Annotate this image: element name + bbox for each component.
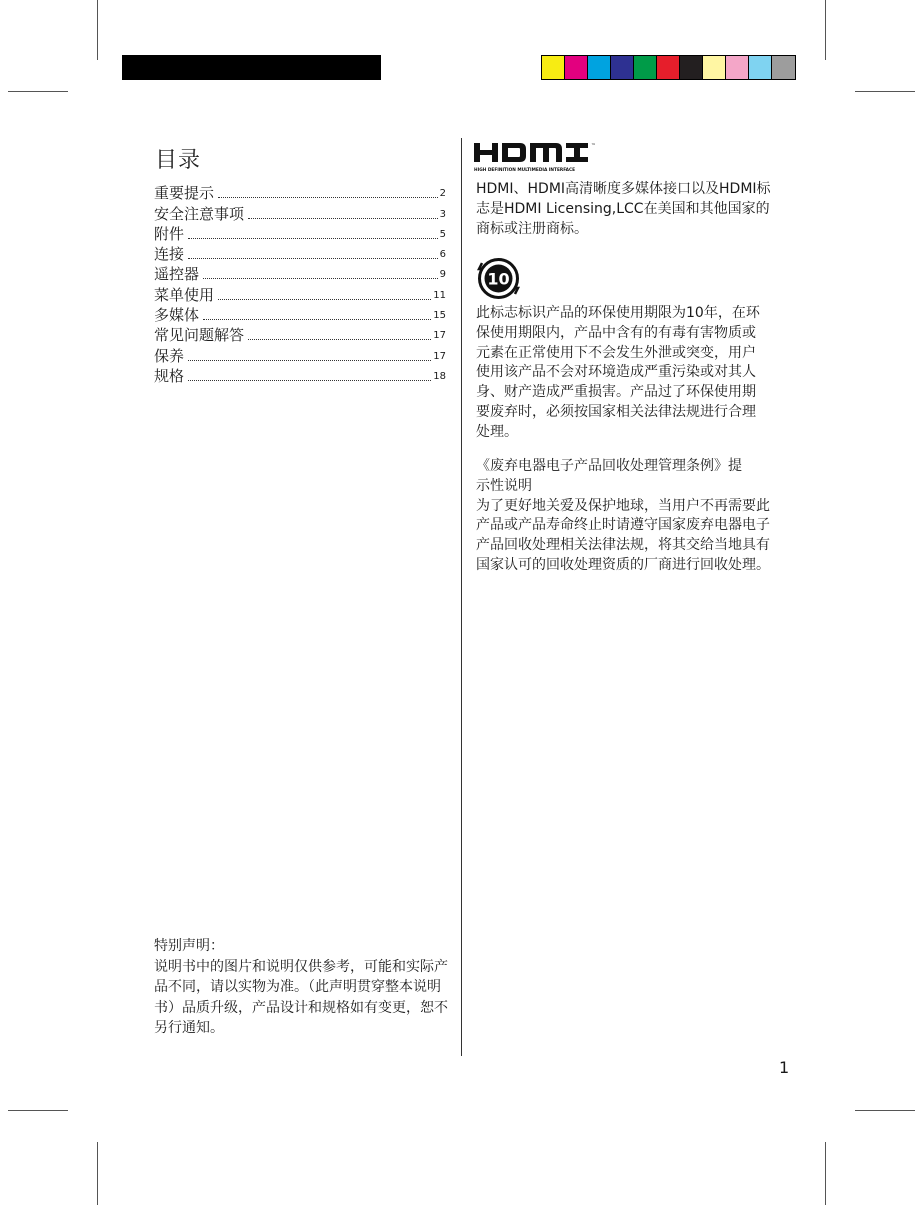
toc-entry-page: 11 bbox=[433, 289, 446, 301]
special-note-heading: 特别声明： bbox=[154, 938, 224, 954]
color-swatch bbox=[588, 56, 611, 79]
toc-entry-page: 5 bbox=[439, 228, 446, 240]
toc-entry[interactable] bbox=[154, 305, 446, 325]
toc-entry[interactable] bbox=[154, 224, 446, 244]
toc-entry[interactable] bbox=[154, 264, 446, 284]
toc-entry-label: 连接 bbox=[154, 245, 185, 264]
toc-entry-page: 3 bbox=[439, 208, 446, 220]
toc-entry[interactable] bbox=[154, 183, 446, 203]
color-swatch bbox=[565, 56, 588, 79]
toc-leader-dots bbox=[218, 298, 431, 300]
special-note-body: 说明书中的图片和说明仅供参考，可能和实际产品不同，请以实物为准。（此声明贯穿整本说明书）品质升级，产品设计和规格如有变更，恕不另行通知。 bbox=[154, 958, 448, 1036]
color-swatch bbox=[703, 56, 726, 79]
color-swatch bbox=[611, 56, 634, 79]
eco-logo-number: 10 bbox=[487, 269, 510, 289]
toc-leader-dots bbox=[248, 338, 431, 340]
weee-section bbox=[476, 457, 770, 576]
toc-leader-dots bbox=[203, 277, 438, 279]
crop-mark-right-bottom bbox=[855, 1110, 915, 1111]
toc-leader-dots bbox=[248, 217, 438, 219]
special-note bbox=[154, 936, 450, 1039]
toc-entry-label: 安全注意事项 bbox=[154, 204, 245, 223]
eco-period-text: 此标志标识产品的环保使用期限为10年，在环保使用期限内，产品中含有的有毒有害物质或元素在正常使用下不会发生外泄或突变，用户使用该产品不会对环境造成严重污染或对其人身、财产造成严重损害。产品过了环保使用期要废弃时，必须按国家相关法律法规进行合理处理。 bbox=[476, 305, 760, 440]
color-swatch bbox=[680, 56, 703, 79]
crop-mark-bottom-left bbox=[97, 1142, 98, 1205]
weee-body: 为了更好地关爱及保护地球，当用户不再需要此产品或产品寿命终止时请遵守国家废弃电器电子产品回收处理相关法律法规，将其交给当地具有国家认可的回收处理资质的厂商进行回收处理。 bbox=[476, 497, 770, 573]
toc-leader-dots bbox=[218, 196, 438, 198]
toc-entry-page: 2 bbox=[439, 188, 446, 200]
toc-entry-label: 遥控器 bbox=[154, 265, 200, 284]
weee-title-line1: 《废弃电器电子产品回收处理管理条例》提 bbox=[476, 458, 742, 474]
color-swatch bbox=[634, 56, 657, 79]
toc-entry[interactable] bbox=[154, 203, 446, 223]
toc-entry-label: 规格 bbox=[154, 366, 185, 385]
crop-mark-left-top bbox=[8, 91, 68, 92]
toc-entry-label: 保养 bbox=[154, 346, 185, 365]
crop-mark-left-bottom bbox=[8, 1110, 68, 1111]
toc-entry-page: 17 bbox=[433, 350, 446, 362]
hdmi-logo bbox=[474, 140, 602, 174]
table-of-contents bbox=[154, 183, 446, 386]
toc-leader-dots bbox=[188, 359, 431, 361]
toc-entry[interactable] bbox=[154, 284, 446, 304]
toc-entry-label: 多媒体 bbox=[154, 306, 200, 325]
crop-mark-bottom-right bbox=[825, 1142, 826, 1205]
crop-mark-top-left bbox=[97, 0, 98, 60]
toc-leader-dots bbox=[203, 318, 431, 320]
crop-mark-right-top bbox=[855, 91, 915, 92]
toc-title: 目录 bbox=[155, 148, 202, 173]
hdmi-tm: ™ bbox=[591, 143, 596, 149]
toc-entry[interactable] bbox=[154, 345, 446, 365]
column-divider bbox=[461, 138, 462, 1056]
toc-entry-page: 9 bbox=[439, 269, 446, 281]
crop-mark-top-right bbox=[825, 0, 826, 60]
toc-leader-dots bbox=[188, 257, 438, 259]
color-swatch bbox=[772, 56, 795, 79]
toc-entry[interactable] bbox=[154, 325, 446, 345]
page-number: 1 bbox=[779, 1058, 790, 1077]
hdmi-tagline: HIGH DEFINITION MULTIMEDIA INTERFACE bbox=[474, 168, 576, 173]
hdmi-trademark-text: HDMI、HDMI高清晰度多媒体接口以及HDMI标志是HDMI Licensing,LCC在美国和其他国家的商标或注册商标。 bbox=[476, 181, 771, 237]
toc-entry-label: 重要提示 bbox=[154, 184, 215, 203]
toc-entry-label: 菜单使用 bbox=[154, 285, 215, 304]
toc-entry-label: 常见问题解答 bbox=[154, 326, 245, 345]
toc-entry-label: 附件 bbox=[154, 224, 185, 243]
weee-title-line2: 示性说明 bbox=[476, 477, 532, 494]
color-swatch bbox=[542, 56, 565, 79]
toc-entry-page: 6 bbox=[439, 249, 446, 261]
toc-entry-page: 17 bbox=[433, 330, 446, 342]
print-color-bar bbox=[541, 55, 796, 80]
color-swatch bbox=[726, 56, 749, 79]
color-swatch bbox=[749, 56, 772, 79]
toc-entry-page: 15 bbox=[433, 310, 446, 322]
toc-entry[interactable] bbox=[154, 244, 446, 264]
toc-leader-dots bbox=[188, 237, 438, 239]
print-black-bar bbox=[122, 55, 381, 80]
toc-leader-dots bbox=[188, 379, 431, 381]
toc-entry-page: 18 bbox=[433, 370, 446, 382]
toc-entry[interactable] bbox=[154, 366, 446, 386]
eco-10-year-icon bbox=[477, 257, 520, 300]
color-swatch bbox=[657, 56, 680, 79]
